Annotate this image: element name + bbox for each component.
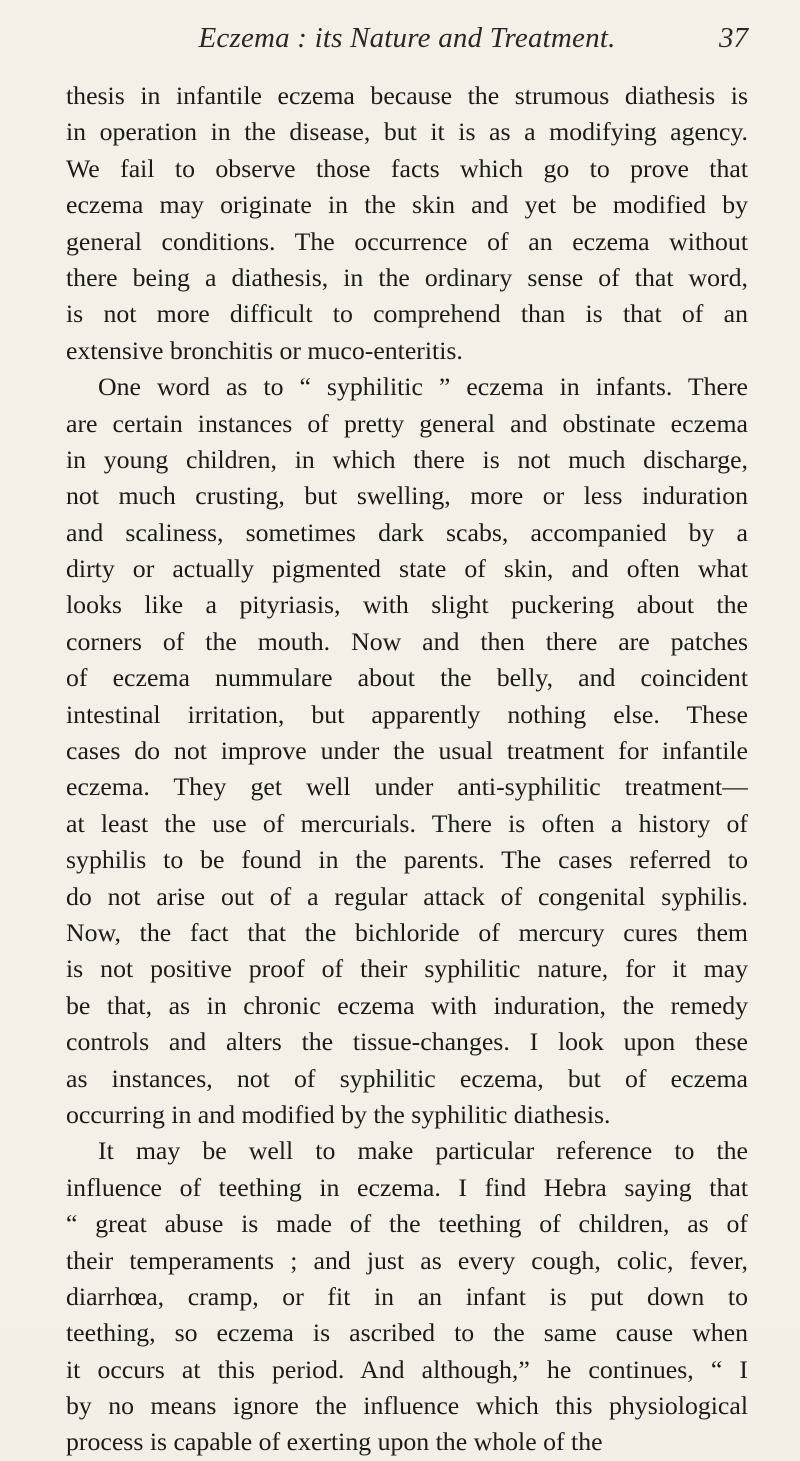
body-text <box>66 78 748 1461</box>
text-line: there being a diathesis, in the ordinary sense of that word, <box>66 262 748 292</box>
text-line: We fail to observe those facts which go to prove that <box>66 153 748 183</box>
text-line: it occurs at this period. And although,” he continues, “ I <box>66 1354 748 1384</box>
text-line: their temperaments ; and just as every cough, colic, fever, <box>66 1245 748 1275</box>
text-line: process is capable of exerting upon the whole of the <box>66 1427 603 1457</box>
text-line: eczema may originate in the skin and yet be modified by <box>66 190 748 220</box>
text-line: It may be well to make particular reference to the <box>98 1136 748 1166</box>
text-line: corners of the mouth. Now and then there are patches <box>66 626 748 656</box>
text-line: “ great abuse is made of the teething of children, as of <box>66 1209 748 1239</box>
text-line: occurring in and modified by the syphilitic diathesis. <box>66 1099 611 1129</box>
text-line: syphilis to be found in the parents. The cases referred to <box>66 845 748 875</box>
text-line: diarrhœa, cramp, or fit in an infant is put down to <box>66 1281 748 1311</box>
text-line: intestinal irritation, but apparently nothing else. These <box>66 699 748 729</box>
text-line: extensive bronchitis or muco-enteritis. <box>66 335 463 365</box>
text-line: teething, so eczema is ascribed to the same cause when <box>66 1318 748 1348</box>
text-line: thesis in infantile eczema because the strumous diathesis is <box>66 81 748 110</box>
text-line: looks like a pityriasis, with slight puckering about the <box>66 590 748 620</box>
text-line: in young children, in which there is not much discharge, <box>66 444 748 474</box>
running-title: Eczema : its Nature and Treatment. <box>198 22 616 54</box>
text-line: is not more difficult to comprehend than is that of an <box>66 299 748 329</box>
text-line: and scaliness, sometimes dark scabs, accompanied by a <box>66 517 748 547</box>
text-line: of eczema nummulare about the belly, and coincident <box>66 663 748 693</box>
text-line: controls and alters the tissue-changes. I look upon these <box>66 1027 748 1057</box>
text-line: Now, the fact that the bichloride of mercury cures them <box>66 917 748 947</box>
text-line: is not positive proof of their syphilitic nature, for it may <box>66 954 748 984</box>
text-line: not much crusting, but swelling, more or less induration <box>66 481 748 511</box>
text-line: general conditions. The occurrence of an eczema without <box>66 226 748 256</box>
text-line: dirty or actually pigmented state of skin, and often what <box>66 554 748 584</box>
running-head <box>66 22 748 62</box>
text-line: One word as to “ syphilitic ” eczema in infants. There <box>98 372 748 402</box>
text-line: influence of teething in eczema. I find Hebra saying that <box>66 1172 748 1202</box>
text-line: eczema. They get well under anti-syphilitic treatment— <box>66 772 748 802</box>
text-line: in operation in the disease, but it is as a modifying agency. <box>66 117 748 147</box>
text-line: at least the use of mercurials. There is often a history of <box>66 808 748 838</box>
text-line: cases do not improve under the usual treatment for infantile <box>66 736 748 766</box>
text-line: as instances, not of syphilitic eczema, but of eczema <box>66 1063 748 1093</box>
text-line: are certain instances of pretty general and obstinate eczema <box>66 408 748 438</box>
text-line: by no means ignore the influence which this physiological <box>66 1391 748 1421</box>
text-line: be that, as in chronic eczema with induration, the remedy <box>66 990 748 1020</box>
page-number: 37 <box>719 22 748 54</box>
text-line: do not arise out of a regular attack of congenital syphilis. <box>66 881 748 911</box>
